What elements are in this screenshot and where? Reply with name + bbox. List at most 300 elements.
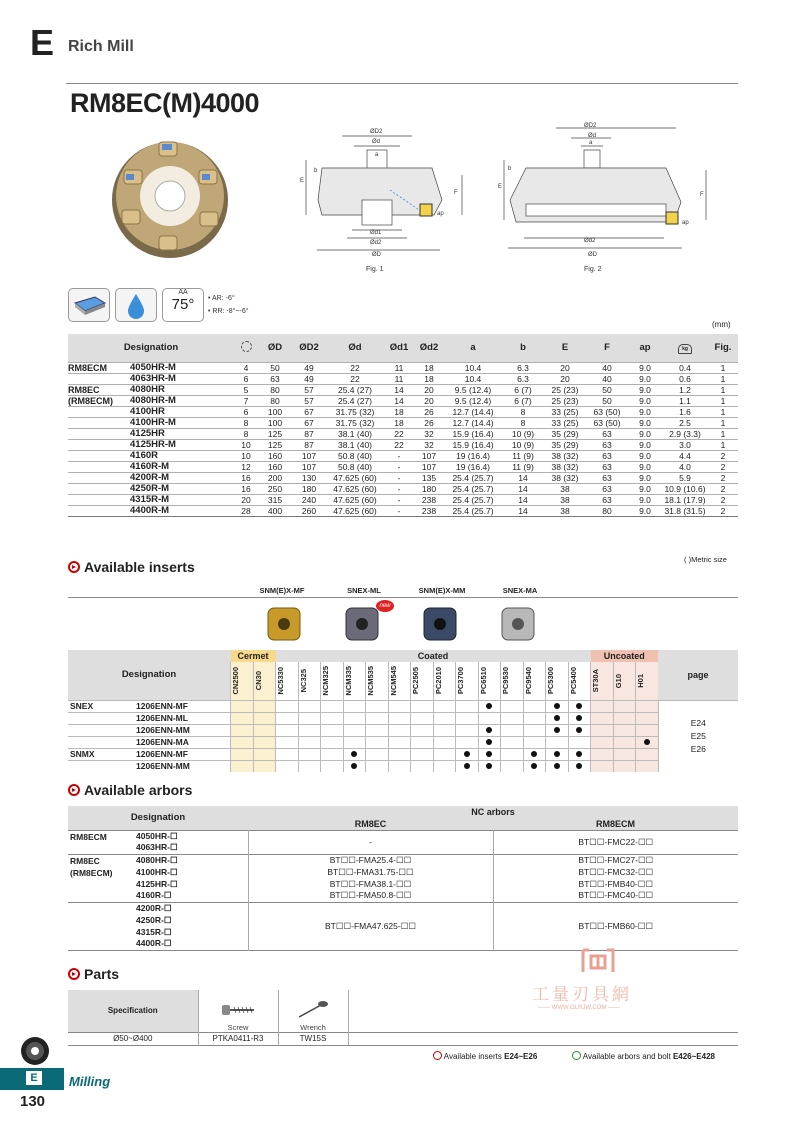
cell-fig: 1	[708, 417, 738, 428]
svg-text:E: E	[300, 178, 305, 184]
grade-cell	[501, 700, 524, 712]
availability-dot	[351, 751, 357, 757]
grade-cell	[321, 700, 344, 712]
cell-D: 80	[258, 384, 292, 395]
grade-cell	[568, 712, 591, 724]
insert-row	[68, 700, 738, 712]
cell-D2: 180	[292, 483, 326, 494]
grade-cell	[591, 760, 614, 772]
cell-kg: 31.8 (31.5)	[662, 505, 708, 516]
cell-a: 12.7 (14.4)	[444, 406, 502, 417]
cell-d: 22	[326, 373, 384, 384]
availability-dot	[464, 763, 470, 769]
grade-cell	[523, 700, 546, 712]
cell-dd2: 238	[414, 494, 444, 505]
cell-ap: 9.0	[628, 406, 662, 417]
approach-angle-badge: AA 75°	[162, 288, 204, 322]
cell-D: 250	[258, 483, 292, 494]
cell-D2: 87	[292, 428, 326, 439]
availability-dot	[554, 727, 560, 733]
cell-b: 10 (9)	[502, 439, 544, 450]
arbor-row	[68, 902, 738, 914]
arrow-icon	[572, 1051, 581, 1060]
table-row	[68, 439, 738, 450]
cell-a: 19 (16.4)	[444, 450, 502, 461]
insert-family	[68, 760, 136, 772]
grade-cell	[433, 736, 456, 748]
page-ref[interactable]: E26	[690, 743, 706, 754]
insert-label-mf: SNM(E)X-MF	[259, 586, 305, 595]
rm8ecm-arbor: BT☐☐-FMC22-☐☐	[493, 830, 738, 854]
grade-cell	[478, 748, 501, 760]
cell-dd2: 26	[414, 417, 444, 428]
grade-cell	[298, 700, 321, 712]
availability-dot	[576, 715, 582, 721]
table-row	[68, 494, 738, 505]
cell-d: 25.4 (27)	[326, 395, 384, 406]
parts-table	[68, 990, 738, 1046]
cell-d: 50.8 (40)	[326, 450, 384, 461]
new-badge: new	[376, 600, 394, 612]
grade-cell	[388, 712, 411, 724]
insert-family: SNEX	[70, 701, 94, 711]
size-label: 4125HR-M	[128, 439, 234, 450]
cell-F: 50	[586, 395, 628, 406]
section-tab	[0, 1068, 64, 1090]
cell-F: 63	[586, 461, 628, 472]
weight-icon: kg	[678, 344, 692, 354]
category-label: Milling	[69, 1074, 111, 1089]
grade-cell	[636, 700, 659, 712]
size-label: 4160R-M	[128, 461, 234, 472]
metric-note: ( )Metric size	[684, 555, 727, 564]
cell-E: 25 (23)	[544, 384, 586, 395]
spec-table: Designation ØD ØD2 Ød Ød1 Ød2 a b E F ap kg Fig. RM8ECM 4050HR-M 4 50 49 22 11 18 10.4 6.3 20 40 9.0 0.4 1 4063HR-M 6 63 49 22 11 18 10.4 6.3 20 40 9.0 0.6 1 RM8EC 4080HR 5 80 57 25.4 (27) 14 20 9.5 (12.4) 6 (7) 25 (23) 50 9.0 1.2 1 (RM8ECM) 4080HR-M 7 80 57 25.4 (27) 14 20 9.5 (12.4) 6 (7) 25 (23) 50 9.0 1.1 1 4100HR 6 100 67 31.75 (32) 18 26 12.7 (14.4) 8 33 (25) 63 (50) 9.0 1.6 1 4100HR-M 8 100 67 31.75 (32) 18 26 12.7 (14.4) 8 33 (25) 63 (50) 9.0 2.5 1 4125HR 8 125 87 38.1 (40) 22 32 15.9 (16.4) 10 (9) 35 (29) 63 9.0 2.9 (3.3) 1 4125HR-M 10 125 87 38.1 (40) 22 32 15.9 (16.4) 10 (9) 35 (29) 63 9.0 3.0 1 4160R 10 160 107 50.8 (40) - 107 19 (16.4) 11 (9) 38 (32) 63 9.0 4.4 2 4160R-M 12 160 107 50.8 (40) - 107 19 (16.4) 11 (9) 38 (32) 63 9.0 4.0 2 4200R-M 16 200 130 47.625 (60) - 135 25.4 (25.7) 14 38 (32) 63 9.0 5.9 2 4250R-M 16 250 180 47.625 (60) - 180 25.4 (25.7) 14 38 63 9.0 10.9 (10.6) 2 4315R-M 20 315 240 47.625 (60) - 238 25.4 (25.7) 14 38 63 9.0 18.1 (17.9) 2 4400R-M 28 400 260 47.625 (60) - 238 25.4 (25.7) 14 38 80 9.0 31.8 (31.5) 2	[68, 334, 738, 517]
cell-a: 15.9 (16.4)	[444, 428, 502, 439]
grade-cell	[456, 700, 479, 712]
cell-b: 6.3	[502, 373, 544, 384]
group-label	[68, 406, 128, 417]
footer-ref-arbors[interactable]: Available arbors and bolt E426~E428	[572, 1051, 715, 1061]
cell-kg: 1.1	[662, 395, 708, 406]
cell-dd2: 107	[414, 461, 444, 472]
cell-ap: 9.0	[628, 428, 662, 439]
cell-F: 63 (50)	[586, 406, 628, 417]
availability-dot	[464, 751, 470, 757]
rm8ec-arbor: BT☐☐-FMA50.8-☐☐	[248, 890, 493, 902]
insert-row	[68, 736, 738, 748]
grade-cell	[456, 712, 479, 724]
grade-cell	[568, 724, 591, 736]
svg-text:Ød1: Ød1	[370, 230, 382, 236]
svg-text:Ød2: Ød2	[584, 238, 596, 244]
cell-d1: 14	[384, 384, 414, 395]
cell-d1: 18	[384, 417, 414, 428]
table-row	[68, 362, 738, 373]
svg-text:ap: ap	[682, 220, 689, 226]
cell-F: 63 (50)	[586, 417, 628, 428]
group-label	[68, 505, 128, 516]
unit-label: (mm)	[712, 320, 731, 329]
cell-kg: 2.5	[662, 417, 708, 428]
insert-designation: 1206ENN-ML	[136, 713, 188, 723]
cell-D2: 67	[292, 406, 326, 417]
cell-fig: 1	[708, 395, 738, 406]
cell-ap: 9.0	[628, 461, 662, 472]
availability-dot	[576, 703, 582, 709]
cell-d: 38.1 (40)	[326, 439, 384, 450]
svg-text:Ød: Ød	[588, 133, 597, 139]
grade-cell	[591, 724, 614, 736]
grade-cell	[591, 700, 614, 712]
grade-header: PC9530	[501, 662, 524, 700]
cell-d: 25.4 (27)	[326, 384, 384, 395]
arbor-row	[68, 830, 738, 842]
table-row	[68, 461, 738, 472]
arbor-size: 4063HR-☐	[136, 842, 178, 853]
grade-header: G10	[613, 662, 636, 700]
inserts-heading: Available inserts	[68, 559, 195, 575]
grade-cell	[456, 748, 479, 760]
cell-dd2: 32	[414, 439, 444, 450]
cell-dd2: 20	[414, 395, 444, 406]
grade-header: H01	[636, 662, 659, 700]
watermark-text: 工量刃具網	[532, 985, 632, 1004]
grade-cell	[433, 700, 456, 712]
insert-image-ml	[342, 604, 382, 644]
grade-cell	[388, 736, 411, 748]
cell-z: 10	[234, 439, 258, 450]
cell-D: 125	[258, 439, 292, 450]
cell-ap: 9.0	[628, 439, 662, 450]
grade-cell	[523, 736, 546, 748]
cell-b: 6 (7)	[502, 395, 544, 406]
cell-E: 35 (29)	[544, 428, 586, 439]
cell-D: 400	[258, 505, 292, 516]
cell-ap: 9.0	[628, 450, 662, 461]
grade-cell	[478, 760, 501, 772]
grade-cell	[478, 724, 501, 736]
group-label	[68, 373, 128, 384]
grade-cell	[636, 736, 659, 748]
size-label: 4100HR-M	[128, 417, 234, 428]
cell-kg: 1.2	[662, 384, 708, 395]
cell-F: 63	[586, 472, 628, 483]
cell-D: 50	[258, 362, 292, 373]
cell-F: 63	[586, 494, 628, 505]
tab-letter: E	[26, 1071, 42, 1085]
grade-cell	[253, 712, 276, 724]
grade-header: NCM335	[343, 662, 366, 700]
arbor-group: RM8EC (RM8ECM)	[70, 855, 113, 878]
cell-kg: 4.4	[662, 450, 708, 461]
grade-cell	[276, 760, 299, 772]
arbor-table: Designation NC arbors RM8EC RM8ECM RM8ECM 4050HR-☐ - BT☐☐-FMC22-☐☐ 4063HR-☐ RM8EC (RM8ECM) 4080HR-☐ BT☐☐-FMA25.4-☐☐ BT☐☐-FMC27-☐☐ 4100HR-☐ BT☐☐-FMA31.75-☐☐ BT☐☐-FMC32-☐☐ 4125HR-☐ BT☐☐-FMA38.1-☐☐ BT☐☐-FMB40-☐☐ 4160R-☐ BT☐☐-FMA50.8-☐☐ BT☐☐-FMC40-☐☐ 4200R-☐ BT☐☐-FMA47.625-☐☐ BT☐☐-FMB60-☐☐ 4250R-☐ 4315R-☐ 4400R-☐	[68, 806, 738, 951]
grade-cell	[253, 748, 276, 760]
cell-dd2: 26	[414, 406, 444, 417]
grade-cell	[366, 760, 389, 772]
teeth-icon	[241, 341, 252, 352]
cell-ap: 9.0	[628, 483, 662, 494]
cell-z: 4	[234, 362, 258, 373]
arbor-group: RM8ECM	[70, 831, 107, 842]
grade-cell	[591, 748, 614, 760]
cell-dd2: 20	[414, 384, 444, 395]
cell-D: 160	[258, 461, 292, 472]
cell-b: 14	[502, 472, 544, 483]
grade-cell	[231, 700, 254, 712]
wrench-icon	[293, 999, 333, 1021]
grade-cell	[523, 724, 546, 736]
availability-dot	[531, 751, 537, 757]
cell-D: 125	[258, 428, 292, 439]
cell-ap: 9.0	[628, 384, 662, 395]
cell-z: 16	[234, 483, 258, 494]
cell-d: 47.625 (60)	[326, 505, 384, 516]
insert-designation: 1206ENN-MM	[136, 761, 190, 772]
cell-ap: 9.0	[628, 395, 662, 406]
arrow-icon	[433, 1051, 442, 1060]
cell-F: 63	[586, 439, 628, 450]
cell-a: 9.5 (12.4)	[444, 384, 502, 395]
grade-cell	[366, 700, 389, 712]
grade-header: PC2505	[411, 662, 434, 700]
cell-a: 10.4	[444, 362, 502, 373]
arbor-size: 4250R-☐	[136, 914, 172, 925]
rm8ecm-arbor: BT☐☐-FMC32-☐☐	[493, 866, 738, 878]
cell-d: 38.1 (40)	[326, 428, 384, 439]
cell-dd2: 107	[414, 450, 444, 461]
arbor-size: 4400R-☐	[136, 938, 172, 949]
size-label: 4250R-M	[128, 483, 234, 494]
grade-cell	[366, 712, 389, 724]
table-row	[68, 406, 738, 417]
grade-cell	[501, 748, 524, 760]
grade-cell	[546, 760, 569, 772]
cell-D2: 49	[292, 373, 326, 384]
table-row	[68, 417, 738, 428]
grade-cell	[321, 712, 344, 724]
grade-cell	[321, 760, 344, 772]
rm8ec-arbor: BT☐☐-FMA31.75-☐☐	[248, 866, 493, 878]
cell-z: 8	[234, 417, 258, 428]
grade-cell	[523, 748, 546, 760]
arbor-size: 4080HR-☐	[136, 854, 178, 865]
cell-D2: 67	[292, 417, 326, 428]
page-ref[interactable]: E24	[690, 717, 706, 728]
inserts-divider	[68, 597, 738, 598]
group-label: (RM8ECM)	[68, 395, 128, 406]
cell-E: 35 (29)	[544, 439, 586, 450]
grade-cell	[456, 724, 479, 736]
cell-d1: -	[384, 461, 414, 472]
arbors-heading: Available arbors	[68, 782, 192, 798]
rr-note: • RR: -8°~-6°	[208, 308, 249, 315]
grade-cell	[591, 712, 614, 724]
cell-d1: -	[384, 472, 414, 483]
cell-z: 8	[234, 428, 258, 439]
grade-cell	[433, 712, 456, 724]
grade-cell	[276, 700, 299, 712]
svg-text:a: a	[589, 140, 593, 146]
cell-kg: 0.6	[662, 373, 708, 384]
cell-kg: 3.0	[662, 439, 708, 450]
grade-cell	[321, 724, 344, 736]
insert-label-mm: SNM(E)X-MM	[418, 586, 466, 595]
grade-cell	[411, 712, 434, 724]
cell-F: 63	[586, 450, 628, 461]
grade-cell	[478, 736, 501, 748]
group-label	[68, 461, 128, 472]
svg-text:ØD2: ØD2	[370, 129, 383, 135]
grade-cell	[523, 760, 546, 772]
svg-text:b: b	[508, 166, 512, 172]
cell-ap: 9.0	[628, 362, 662, 373]
grade-cell	[388, 724, 411, 736]
grade-cell	[591, 736, 614, 748]
cell-D2: 260	[292, 505, 326, 516]
grade-cell	[321, 748, 344, 760]
svg-text:ØD2: ØD2	[584, 123, 597, 129]
cell-d1: -	[384, 505, 414, 516]
grade-cell	[411, 736, 434, 748]
size-label: 4100HR	[128, 406, 234, 417]
coolant-drop-icon	[115, 288, 157, 322]
cell-D: 315	[258, 494, 292, 505]
grade-cell	[298, 760, 321, 772]
insert-designation: 1206ENN-MM	[136, 725, 190, 735]
rm8ec-arbor: BT☐☐-FMA38.1-☐☐	[248, 878, 493, 890]
svg-text:F: F	[454, 190, 458, 196]
cell-fig: 1	[708, 406, 738, 417]
insert-grade-table: Designation Cermet Coated Uncoated page CN2500 CN30 NC5330 NC325 NCM325 NCM335 NCM535 NCM545 PC2505 PC2010 PC3700 PC6510 PC9530 PC9540 PC5300 PC5400 ST30A G10 H01 SNEX 1206ENN-MF E24 E25 E26 1206ENN-ML 1206ENN-MM 1206ENN-MA SNMX 1206ENN-MF 1206ENN-MM	[68, 650, 738, 772]
arbor-row	[68, 854, 738, 866]
milling-cutter-icon	[20, 1036, 50, 1066]
grade-cell	[433, 760, 456, 772]
grade-header: NC5330	[276, 662, 299, 700]
rm8ecm-arbor: BT☐☐-FMC40-☐☐	[493, 890, 738, 902]
grade-cell	[433, 748, 456, 760]
grade-cell	[546, 724, 569, 736]
screw-icon	[218, 999, 258, 1021]
svg-text:ØD: ØD	[372, 252, 381, 258]
availability-dot	[486, 727, 492, 733]
availability-dot	[486, 751, 492, 757]
grade-header: PC2010	[433, 662, 456, 700]
availability-dot	[351, 763, 357, 769]
table-row	[68, 505, 738, 516]
arbor-row	[68, 878, 738, 890]
footer-ref-inserts[interactable]: Available inserts E24~E26	[433, 1051, 537, 1061]
svg-text:F: F	[700, 192, 704, 198]
rm8ec-arbor: BT☐☐-FMA25.4-☐☐	[248, 854, 493, 866]
cell-a: 25.4 (25.7)	[444, 472, 502, 483]
cell-D: 80	[258, 395, 292, 406]
cell-z: 12	[234, 461, 258, 472]
grade-cell	[613, 712, 636, 724]
cell-fig: 2	[708, 450, 738, 461]
arbor-size: 4050HR-☐	[136, 830, 178, 841]
cell-F: 63	[586, 483, 628, 494]
page-refs	[658, 700, 738, 772]
grade-cell	[501, 736, 524, 748]
grade-cell	[613, 760, 636, 772]
availability-dot	[486, 763, 492, 769]
availability-dot	[554, 703, 560, 709]
cell-ap: 9.0	[628, 417, 662, 428]
grade-cell	[276, 736, 299, 748]
cell-b: 6 (7)	[502, 384, 544, 395]
screw-label: Screw	[227, 1022, 249, 1032]
grade-cell	[411, 724, 434, 736]
cell-fig: 2	[708, 494, 738, 505]
svg-text:ØD: ØD	[588, 252, 597, 258]
cell-E: 38	[544, 483, 586, 494]
grade-header: NCM535	[366, 662, 389, 700]
cell-E: 38	[544, 494, 586, 505]
wrench-label: Wrench	[300, 1022, 326, 1032]
cell-fig: 1	[708, 373, 738, 384]
arbor-size: 4100HR-☐	[136, 866, 178, 877]
svg-text:Ød: Ød	[372, 139, 381, 145]
cell-ap: 9.0	[628, 494, 662, 505]
section-letter: E	[30, 22, 55, 63]
grade-cell	[456, 760, 479, 772]
rm8ec-arbor: -	[248, 830, 493, 854]
size-label: 4063HR-M	[128, 373, 234, 384]
cell-D2: 49	[292, 362, 326, 373]
grade-cell	[478, 712, 501, 724]
cell-D2: 107	[292, 450, 326, 461]
arbor-size: 4160R-☐	[136, 890, 172, 901]
table-row	[68, 472, 738, 483]
svg-text:Ød2: Ød2	[370, 240, 382, 246]
group-label	[68, 428, 128, 439]
grade-header: ST30A	[591, 662, 614, 700]
cell-a: 12.7 (14.4)	[444, 417, 502, 428]
cell-E: 38 (32)	[544, 472, 586, 483]
cell-z: 6	[234, 406, 258, 417]
grade-cell	[298, 736, 321, 748]
size-label: 4315R-M	[128, 494, 234, 505]
cell-D2: 240	[292, 494, 326, 505]
cell-b: 11 (9)	[502, 450, 544, 461]
cell-fig: 2	[708, 505, 738, 516]
cell-kg: 4.0	[662, 461, 708, 472]
cell-E: 20	[544, 362, 586, 373]
grade-cell	[568, 760, 591, 772]
availability-dot	[576, 751, 582, 757]
grade-cell	[231, 712, 254, 724]
cell-D2: 57	[292, 395, 326, 406]
cell-fig: 2	[708, 472, 738, 483]
page-ref[interactable]: E25	[690, 730, 706, 741]
cell-D2: 57	[292, 384, 326, 395]
grade-cell	[231, 760, 254, 772]
insert-image-mf	[264, 604, 304, 644]
availability-dot	[554, 763, 560, 769]
grade-cell	[546, 712, 569, 724]
group-label	[68, 483, 128, 494]
grade-header: PC5300	[546, 662, 569, 700]
grade-cell	[276, 748, 299, 760]
insert-label-ml: SNEX-ML	[347, 586, 381, 595]
cell-F: 80	[586, 505, 628, 516]
grade-cell	[253, 736, 276, 748]
cell-dd2: 18	[414, 362, 444, 373]
cell-F: 50	[586, 384, 628, 395]
cell-d: 47.625 (60)	[326, 494, 384, 505]
